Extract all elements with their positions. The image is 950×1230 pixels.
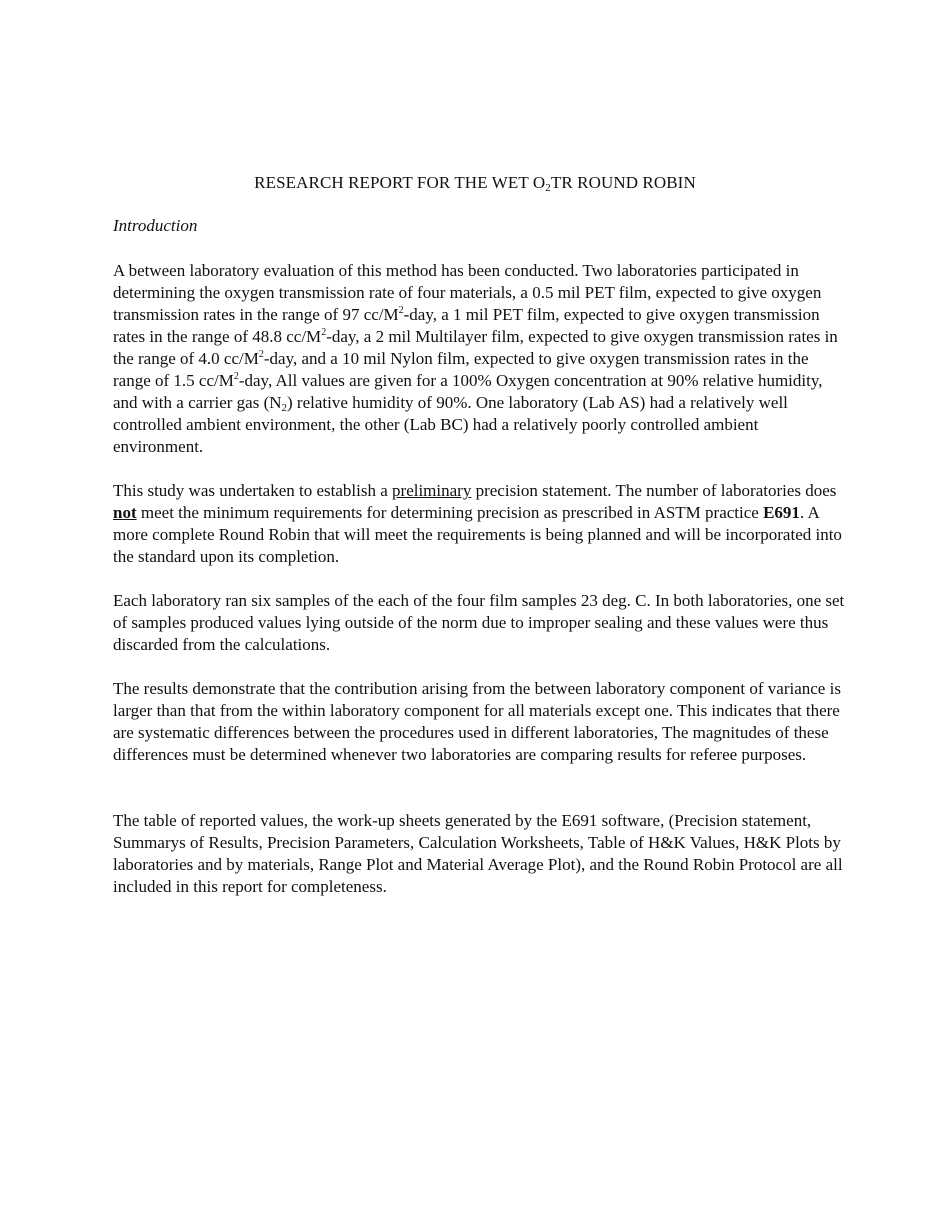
superscript-3: 2 xyxy=(258,349,264,360)
paragraph-3: Each laboratory ran six samples of the each of the four film samples 23 deg. C. In both laboratories, one set of samples produced values lying outside of the norm due to improper sealing and these values were thus discarded from the calculations. xyxy=(113,591,845,654)
section-heading-introduction: Introduction xyxy=(113,216,198,235)
paragraph-2-text-b: precision statement. The number of laboratories does xyxy=(471,481,837,500)
subscript-n2: 2 xyxy=(281,402,288,414)
superscript-1: 2 xyxy=(398,305,404,316)
paragraph-1-text-c: -day, a 2 mil Multilayer film, expected to give oxygen transmission rates in the range of 4.0 cc/M xyxy=(113,327,838,368)
title-subscript: 2 xyxy=(545,182,551,194)
paragraph-2-text-d: . A more complete Round Robin that will meet the requirements is being planned and will be incorporated into the standard upon its completion. xyxy=(113,503,842,566)
paragraph-1 xyxy=(113,260,848,458)
superscript-2: 2 xyxy=(321,327,327,338)
paragraph-5: The table of reported values, the work-up sheets generated by the E691 software, (Precision statement, Summarys of Results, Precision Parameters, Calculation Worksheets, Table of H&K Values, H&K Plots by laboratories and by materials, Range Plot and Material Average Plot), and the Round Robin Protocol are all included in this report for completeness. xyxy=(113,811,843,896)
paragraph-1-text-f: ) relative humidity of 90%. One laboratory (Lab AS) had a relatively well controlled ambient environment, the other (Lab BC) had a relatively poorly controlled ambient environment. xyxy=(113,393,788,456)
paragraph-2-text-c: meet the minimum requirements for determining precision as prescribed in ASTM practice xyxy=(136,503,764,522)
report-title xyxy=(0,171,950,195)
paragraph-1-text-a: A between laboratory evaluation of this method has been conducted. Two laboratories participated in determining the oxygen transmission rate of four materials, a 0.5 mil PET film, expected to give oxygen transmission rates in the range of 97 cc/M xyxy=(113,261,822,324)
paragraph-1-text-d: -day, and a 10 mil Nylon film, expected to give oxygen transmission rates in the range of 1.5 cc/M xyxy=(113,349,809,390)
paragraph-2 xyxy=(113,480,848,568)
paragraph-4: The results demonstrate that the contribution arising from the between laboratory component of variance is larger than that from the within laboratory component for all materials except one. This indicates that there are systematic differences between the procedures used in different laboratories, The magnitudes of these differences must be determined whenever two laboratories are comparing results for referee purposes. xyxy=(113,679,841,764)
underlined-preliminary: preliminary xyxy=(392,481,472,500)
superscript-4: 2 xyxy=(233,371,239,382)
paragraph-1-text-e: -day, All values are given for a 100% Oxygen concentration at 90% relative humidity, and with a carrier gas (N xyxy=(113,371,823,412)
paragraph-2-text-a: This study was undertaken to establish a xyxy=(113,481,393,500)
bold-e691: E691 xyxy=(763,503,800,522)
title-text-part1: RESEARCH REPORT FOR THE WET O xyxy=(254,173,546,192)
title-text-part2: TR ROUND ROBIN xyxy=(550,173,696,192)
paragraph-1-text-b: -day, a 1 mil PET film, expected to give oxygen transmission rates in the range of 48.8 cc/M xyxy=(113,305,820,346)
bold-underlined-not: not xyxy=(113,503,137,522)
